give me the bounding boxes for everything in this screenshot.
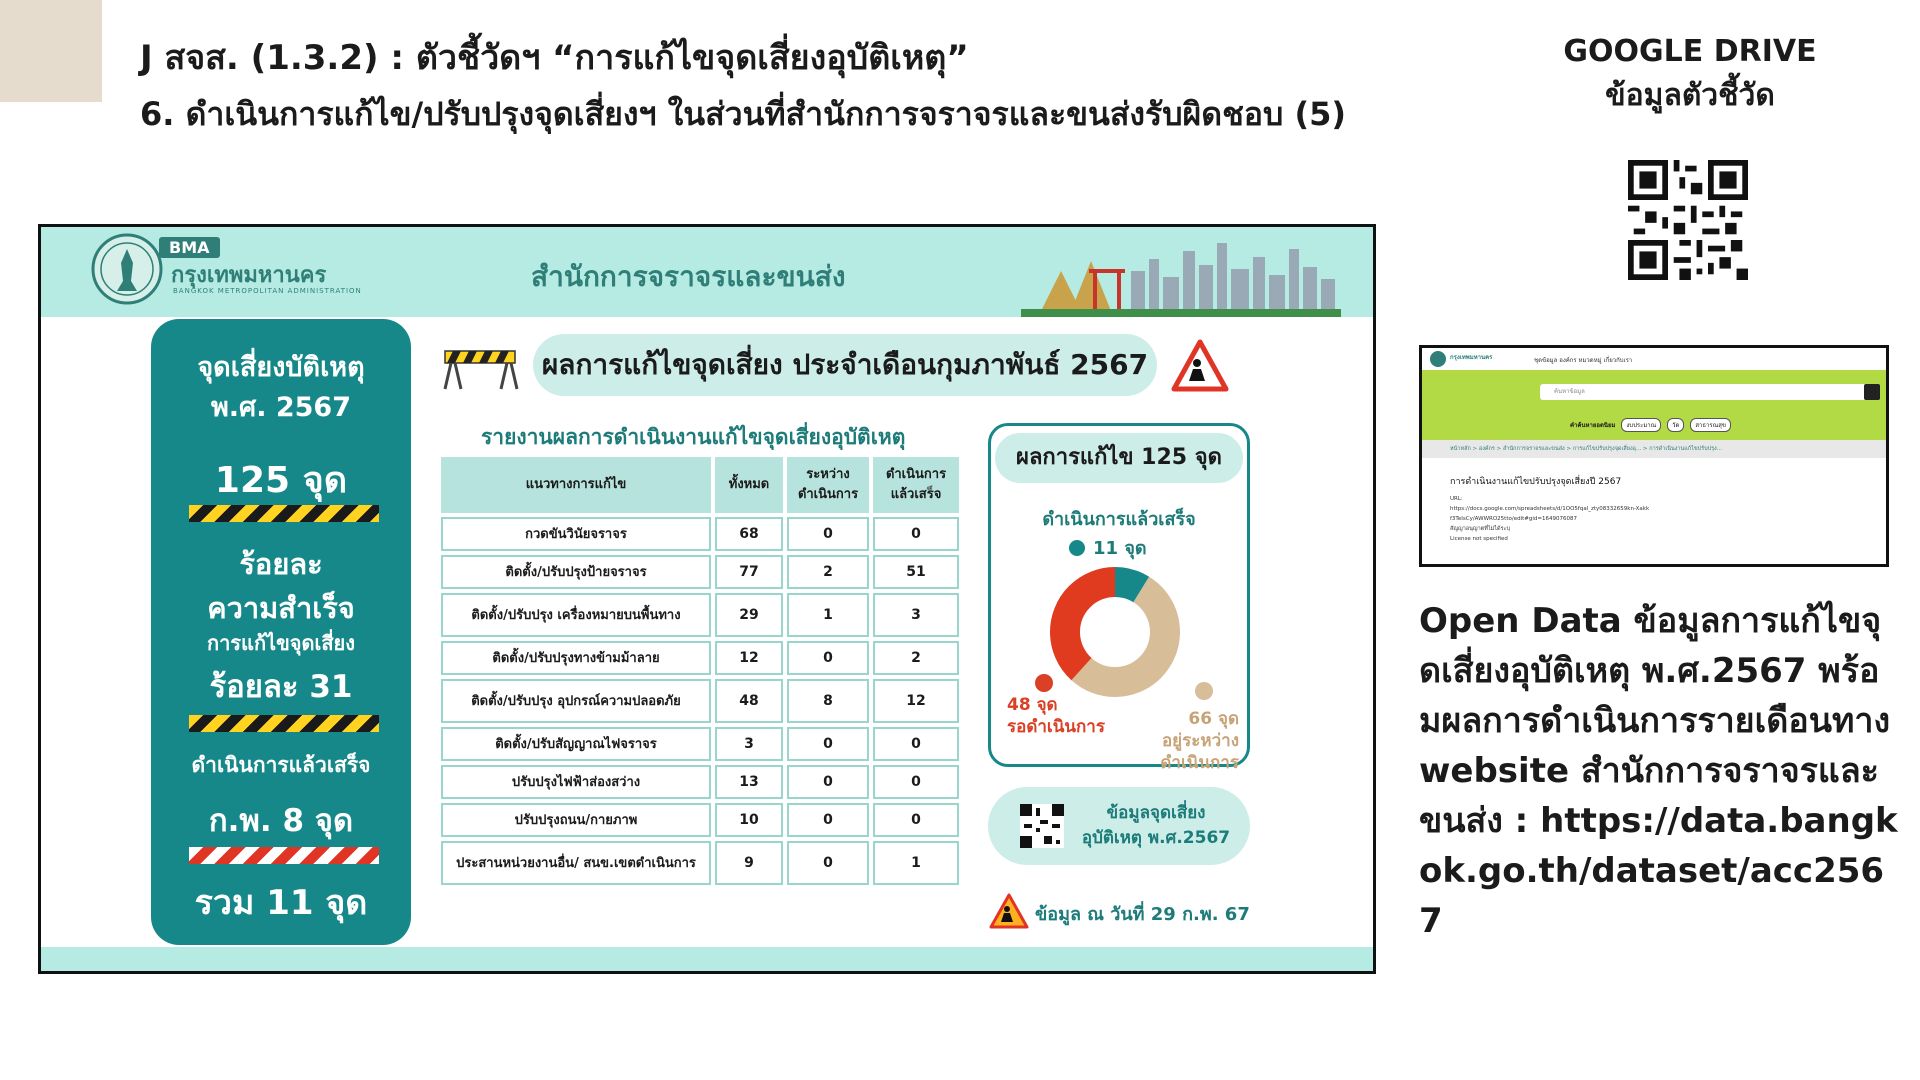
table-cell-method: ติดตั้ง/ปรับปรุงทางข้ามม้าลาย bbox=[441, 641, 711, 675]
city-skyline-icon bbox=[1021, 231, 1341, 317]
risk-points-table bbox=[437, 453, 963, 889]
result-done-value bbox=[1069, 533, 1147, 562]
result-pending-value: 48 จุด bbox=[1007, 695, 1058, 715]
website-nav-links[interactable]: ชุดข้อมูล องค์กร หมวดหมู่ เกี่ยวกับเรา bbox=[1534, 357, 1633, 364]
search-icon[interactable] bbox=[1864, 384, 1880, 400]
table-cell-value: 10 bbox=[715, 803, 783, 837]
table-cell-value: 1 bbox=[873, 841, 959, 885]
table-header: ทั้งหมด bbox=[715, 457, 783, 513]
result-panel bbox=[988, 423, 1250, 773]
table-cell-value: 29 bbox=[715, 593, 783, 637]
report-poster bbox=[38, 224, 1376, 974]
website-url[interactable]: https://docs.google.com/spreadsheets/d/1OO5fqal_zty08332659kn-Xakkf3TeIsCy/AWWRO25tto/edit#gid=1649076087 bbox=[1450, 506, 1650, 522]
website-dataset-meta bbox=[1450, 494, 1650, 544]
bma-abbr: BMA bbox=[159, 237, 220, 258]
qr-data-text1: ข้อมูลจุดเสี่ยง bbox=[1106, 803, 1206, 823]
summary-panel bbox=[151, 319, 411, 945]
table-cell-value: 0 bbox=[787, 727, 869, 761]
month-banner: ผลการแก้ไขจุดเสี่ยง ประจำเดือนกุมภาพันธ์ 2567 bbox=[533, 334, 1157, 396]
summary-count: 125 จุด bbox=[214, 460, 348, 501]
table-row bbox=[441, 727, 959, 761]
summary-done-feb: ก.พ. 8 จุด bbox=[208, 803, 354, 839]
department-title: สำนักการจราจรและขนส่ง bbox=[531, 260, 846, 293]
table-cell-value: 3 bbox=[715, 727, 783, 761]
table-row bbox=[441, 555, 959, 589]
donut-chart bbox=[1049, 566, 1181, 698]
page-title: J สจส. (1.3.2) : ตัวชี้วัดฯ “การแก้ไขจุดเสี่ยงอุบัติเหตุ” bbox=[140, 38, 969, 78]
qr-data-text bbox=[1076, 801, 1236, 851]
qr-data-text2: อุบัติเหตุ พ.ศ.2567 bbox=[1081, 828, 1231, 848]
table-header: ระหว่าง ดำเนินการ bbox=[787, 457, 869, 513]
table-cell-value: 51 bbox=[873, 555, 959, 589]
website-tags bbox=[1570, 418, 1731, 432]
result-progress-label2: ดำเนินการ bbox=[1160, 753, 1239, 773]
table-cell-method: กวดขันวินัยจราจร bbox=[441, 517, 711, 551]
table-row bbox=[441, 679, 959, 723]
table-cell-value: 0 bbox=[787, 765, 869, 799]
summary-pct-value: ร้อยละ 31 bbox=[209, 669, 353, 705]
qr-data-pill[interactable] bbox=[988, 787, 1250, 865]
as-of-note bbox=[989, 891, 1259, 931]
table-cell-value: 0 bbox=[873, 803, 959, 837]
table-cell-value: 9 bbox=[715, 841, 783, 885]
road-barrier-icon bbox=[441, 345, 519, 391]
page-subtitle: 6. ดำเนินการแก้ไข/ปรับปรุงจุดเสี่ยงฯ ในส่วนที่สำนักการจราจรและขนส่งรับผิดชอบ (5) bbox=[140, 95, 1346, 133]
as-of-text: ข้อมูล ณ วันที่ 29 ก.พ. 67 bbox=[1035, 904, 1250, 925]
website-navbar bbox=[1422, 348, 1886, 370]
summary-line1: จุดเสี่ยงบัติเหตุ bbox=[197, 352, 365, 383]
table-cell-value: 1 bbox=[787, 593, 869, 637]
table-row bbox=[441, 765, 959, 799]
website-search-input[interactable] bbox=[1540, 384, 1880, 400]
qr-code-icon[interactable] bbox=[1628, 160, 1748, 280]
website-tags-label: คำค้นหายอดนิยม bbox=[1570, 422, 1616, 429]
bma-name: กรุงเทพมหานคร bbox=[171, 263, 327, 288]
table-cell-value: 13 bbox=[715, 765, 783, 799]
table-row bbox=[441, 641, 959, 675]
table-cell-value: 3 bbox=[873, 593, 959, 637]
result-progress-value: 66 จุด bbox=[1188, 709, 1239, 729]
legend-dot-pending bbox=[1035, 674, 1053, 692]
table-cell-method: ติดตั้ง/ปรับปรุง อุปกรณ์ความปลอดภัย bbox=[441, 679, 711, 723]
qr-code-icon[interactable] bbox=[1020, 804, 1064, 848]
table-row bbox=[441, 841, 959, 885]
google-drive-subtitle: ข้อมูลตัวชี้วัด bbox=[1605, 78, 1775, 113]
table-cell-value: 0 bbox=[873, 517, 959, 551]
result-title: ผลการแก้ไข 125 จุด bbox=[995, 433, 1243, 483]
result-done-text: 11 จุด bbox=[1093, 538, 1147, 559]
hazard-stripe-red bbox=[189, 847, 379, 864]
table-cell-value: 0 bbox=[787, 841, 869, 885]
open-data-description: Open Data ข้อมูลการแก้ไขจุดเสี่ยงอุบัติเหตุ พ.ศ.2567 พร้อมผลการดำเนินการรายเดือนทาง website สำนักการจราจรและขนส่ง : https://data.bangkok.go.th/dataset/acc2567 bbox=[1419, 601, 1898, 941]
bma-seal-icon bbox=[1430, 351, 1446, 367]
corner-block bbox=[0, 0, 102, 102]
result-done-label: ดำเนินการแล้วเสร็จ bbox=[1042, 509, 1196, 530]
table-cell-value: 12 bbox=[715, 641, 783, 675]
summary-done-total: รวม 11 จุด bbox=[194, 883, 368, 923]
website-brand: กรุงเทพมหานคร bbox=[1450, 354, 1493, 361]
table-cell-method: ติดตั้ง/ปรับสัญญาณไฟจราจร bbox=[441, 727, 711, 761]
website-tag[interactable]: งบประมาณ bbox=[1621, 418, 1661, 432]
table-header: แนวทางการแก้ไข bbox=[441, 457, 711, 513]
bma-sub: BANGKOK METROPOLITAN ADMINISTRATION bbox=[173, 287, 362, 295]
road-work-warning-icon bbox=[989, 893, 1029, 929]
website-tag[interactable]: สาธารณสุข bbox=[1690, 418, 1731, 432]
table-cell-value: 8 bbox=[787, 679, 869, 723]
website-breadcrumb[interactable]: หน้าหลัก > องค์กร > สำนักการจราจรและขนส่ง > การแก้ไขปรับปรุงจุดเสี่ยงอุ... > การดำเนินงานแก้ไขปรับปรุง... bbox=[1422, 440, 1886, 458]
table-row bbox=[441, 517, 959, 551]
website-tag[interactable]: วัด bbox=[1667, 418, 1684, 432]
summary-year: พ.ศ. 2567 bbox=[211, 392, 351, 423]
poster-footer-band bbox=[41, 947, 1373, 971]
hazard-stripe bbox=[189, 715, 379, 732]
website-search-placeholder: ค้นหาข้อมูล bbox=[1554, 388, 1585, 395]
table-cell-value: 0 bbox=[787, 803, 869, 837]
table-cell-method: ติดตั้ง/ปรับปรุงป้ายจราจร bbox=[441, 555, 711, 589]
website-screenshot[interactable] bbox=[1419, 345, 1889, 567]
road-work-warning-icon bbox=[1171, 339, 1229, 393]
legend-dot-progress bbox=[1195, 682, 1213, 700]
table-cell-method: ปรับปรุงไฟฟ้าส่องสว่าง bbox=[441, 765, 711, 799]
table-cell-value: 0 bbox=[787, 517, 869, 551]
result-pending bbox=[1007, 694, 1105, 738]
report-title: รายงานผลการดำเนินงานแก้ไขจุดเสี่ยงอุบัติเหตุ bbox=[481, 425, 906, 449]
table-cell-value: 48 bbox=[715, 679, 783, 723]
table-cell-method: ปรับปรุงถนน/กายภาพ bbox=[441, 803, 711, 837]
website-license-th: สัญญาอนุญาตที่ไม่ได้ระบุ bbox=[1450, 526, 1510, 532]
summary-pct-label3: การแก้ไขจุดเสี่ยง bbox=[206, 631, 356, 655]
table-cell-value: 77 bbox=[715, 555, 783, 589]
hazard-stripe bbox=[189, 505, 379, 522]
summary-pct-label2: ความสำเร็จ bbox=[207, 591, 355, 625]
bma-seal-icon bbox=[91, 233, 163, 305]
website-search-band bbox=[1422, 370, 1886, 440]
website-license: License not specified bbox=[1450, 536, 1508, 542]
summary-pct-label1: ร้อยละ bbox=[239, 547, 323, 581]
table-cell-value: 68 bbox=[715, 517, 783, 551]
table-cell-value: 12 bbox=[873, 679, 959, 723]
result-progress bbox=[1139, 708, 1239, 774]
website-dataset-title: การดำเนินงานแก้ไขปรับปรุงจุดเสี่ยงปี 2567 bbox=[1450, 477, 1622, 487]
table-cell-value: 2 bbox=[873, 641, 959, 675]
table-header: ดำเนินการ แล้วเสร็จ bbox=[873, 457, 959, 513]
table-row bbox=[441, 803, 959, 837]
table-cell-value: 0 bbox=[873, 727, 959, 761]
table-cell-value: 0 bbox=[873, 765, 959, 799]
summary-done-label: ดำเนินการแล้วเสร็จ bbox=[191, 753, 371, 777]
table-cell-value: 2 bbox=[787, 555, 869, 589]
result-progress-label1: อยู่ระหว่าง bbox=[1161, 731, 1239, 751]
google-drive-title: GOOGLE DRIVE bbox=[1563, 34, 1817, 69]
table-cell-value: 0 bbox=[787, 641, 869, 675]
table-cell-method: ประสานหน่วยงานอื่น/ สนข.เขตดำเนินการ bbox=[441, 841, 711, 885]
table-cell-method: ติดตั้ง/ปรับปรุง เครื่องหมายบนพื้นทาง bbox=[441, 593, 711, 637]
google-drive-label bbox=[1520, 30, 1860, 118]
website-url-label: URL: bbox=[1450, 496, 1463, 502]
result-pending-label: รอดำเนินการ bbox=[1007, 717, 1105, 737]
table-row bbox=[441, 593, 959, 637]
legend-dot-done bbox=[1069, 540, 1085, 556]
